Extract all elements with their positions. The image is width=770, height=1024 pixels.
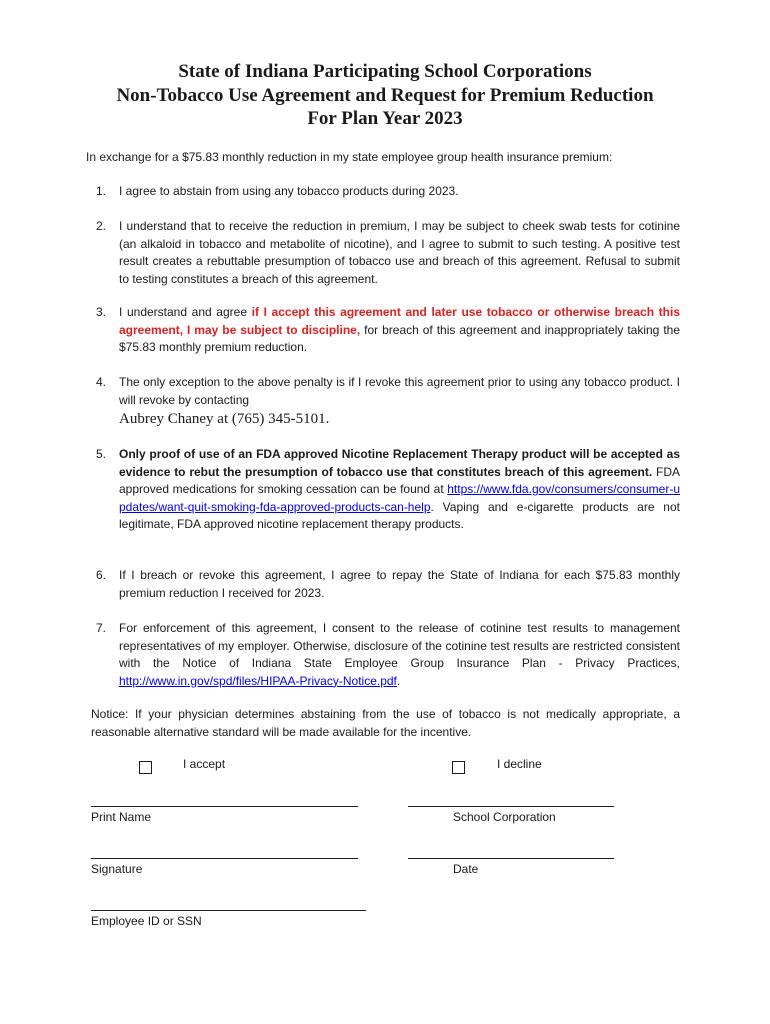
item-text: I agree to abstain from using any tobacco products during 2023.: [119, 184, 459, 198]
title-line-1: State of Indiana Participating School Corporations: [178, 61, 592, 82]
item-text: If I breach or revoke this agreement, I agree to repay the State of Indiana for each $75.83 monthly premium reduction I received for 2023.: [119, 568, 680, 600]
list-item: [96, 304, 680, 357]
list-item: [96, 620, 680, 690]
signature-line[interactable]: [91, 858, 358, 859]
item-text: The only exception to the above penalty is if I revoke this agreement prior to using any tobacco product. I will revoke by contacting: [119, 375, 680, 407]
document-title: [0, 60, 770, 131]
list-item: [96, 446, 680, 534]
item-text: [119, 446, 680, 534]
school-corporation-line[interactable]: [408, 806, 614, 807]
revocation-contact: Aubrey Chaney at (765) 345-5101.: [119, 411, 330, 427]
item-text-pre: I understand and agree: [119, 305, 252, 319]
item-number: 1.: [96, 184, 107, 198]
list-item: [96, 183, 680, 201]
item-text: I understand that to receive the reduction in premium, I may be subject to cheek swab tests for cotinine (an alkaloid in tobacco and metabolite of nicotine), and I agree to submit to such testing. A positive test result creates a rebuttable presumption of tobacco use and breach of this agreement. Refusal to submit to testing constitutes a breach of this agreement.: [119, 219, 680, 286]
nrt-proof-statement: Only proof of use of an FDA approved Nicotine Replacement Therapy product will be accepted as evidence to rebut the presumption of tobacco use that constitutes breach of this agreement.: [119, 447, 680, 479]
employee-id-label: Employee ID or SSN: [91, 914, 202, 928]
notice-text: Notice: If your physician determines abstaining from the use of tobacco is not medically appropriate, a reasonable alternative standard will be made available for the incentive.: [91, 707, 680, 739]
item-number: 7.: [96, 621, 107, 635]
item-text-post: . Vaping and e-cigarette products are not legitimate, FDA approved nicotine replacement therapy products.: [119, 499, 680, 531]
date-line[interactable]: [408, 858, 614, 859]
item-text: [119, 620, 680, 690]
list-item: [96, 374, 680, 428]
item-number: 3.: [96, 305, 107, 319]
list-item: [96, 218, 680, 288]
item-text: [119, 374, 680, 428]
school-corporation-label: School Corporation: [453, 810, 556, 824]
item-text: For enforcement of this agreement, I consent to the release of cotinine test results to management representatives of my employer. Otherwise, disclosure of the cotinine test results are restricted consistent with the Notice of Indiana State Employee Group Insurance Plan - Privacy Practices,: [119, 621, 680, 670]
item-number: 5.: [96, 447, 107, 461]
print-name-line[interactable]: [91, 806, 358, 807]
discipline-warning: if I accept this agreement and later use tobacco or otherwise breach this agreement, I may be subject to discipline,: [119, 305, 680, 337]
item-number: 4.: [96, 375, 107, 389]
title-line-3: For Plan Year 2023: [307, 108, 463, 129]
list-item: [96, 567, 680, 602]
privacy-notice-link[interactable]: http://www.in.gov/spd/files/HIPAA-Privacy-Notice.pdf: [119, 673, 397, 688]
fda-link[interactable]: https://www.fda.gov/consumers/consumer-updates/want-quit-smoking-fda-approved-products-can-help: [119, 482, 680, 514]
intro-text: In exchange for a $75.83 monthly reduction in my state employee group health insurance premium:: [86, 150, 613, 164]
date-label: Date: [453, 862, 479, 876]
title-line-2: Non-Tobacco Use Agreement and Request for Premium Reduction: [116, 84, 654, 106]
signature-label: Signature: [91, 862, 143, 876]
item-text-post: for breach of this agreement and inappropriately taking the $75.83 monthly premium reduction.: [119, 322, 680, 354]
employee-id-line[interactable]: [91, 910, 366, 911]
accept-label: I accept: [183, 757, 226, 771]
item-number: 2.: [96, 219, 107, 233]
decline-label: I decline: [497, 757, 542, 771]
item-number: 6.: [96, 568, 107, 582]
item-text-post: .: [396, 673, 401, 688]
item-text-mid: FDA approved medications for smoking cessation can be found at: [119, 464, 680, 496]
item-text: [119, 304, 680, 357]
print-name-label: Print Name: [91, 810, 152, 824]
decline-checkbox[interactable]: [452, 761, 465, 774]
accept-checkbox[interactable]: [139, 761, 152, 774]
